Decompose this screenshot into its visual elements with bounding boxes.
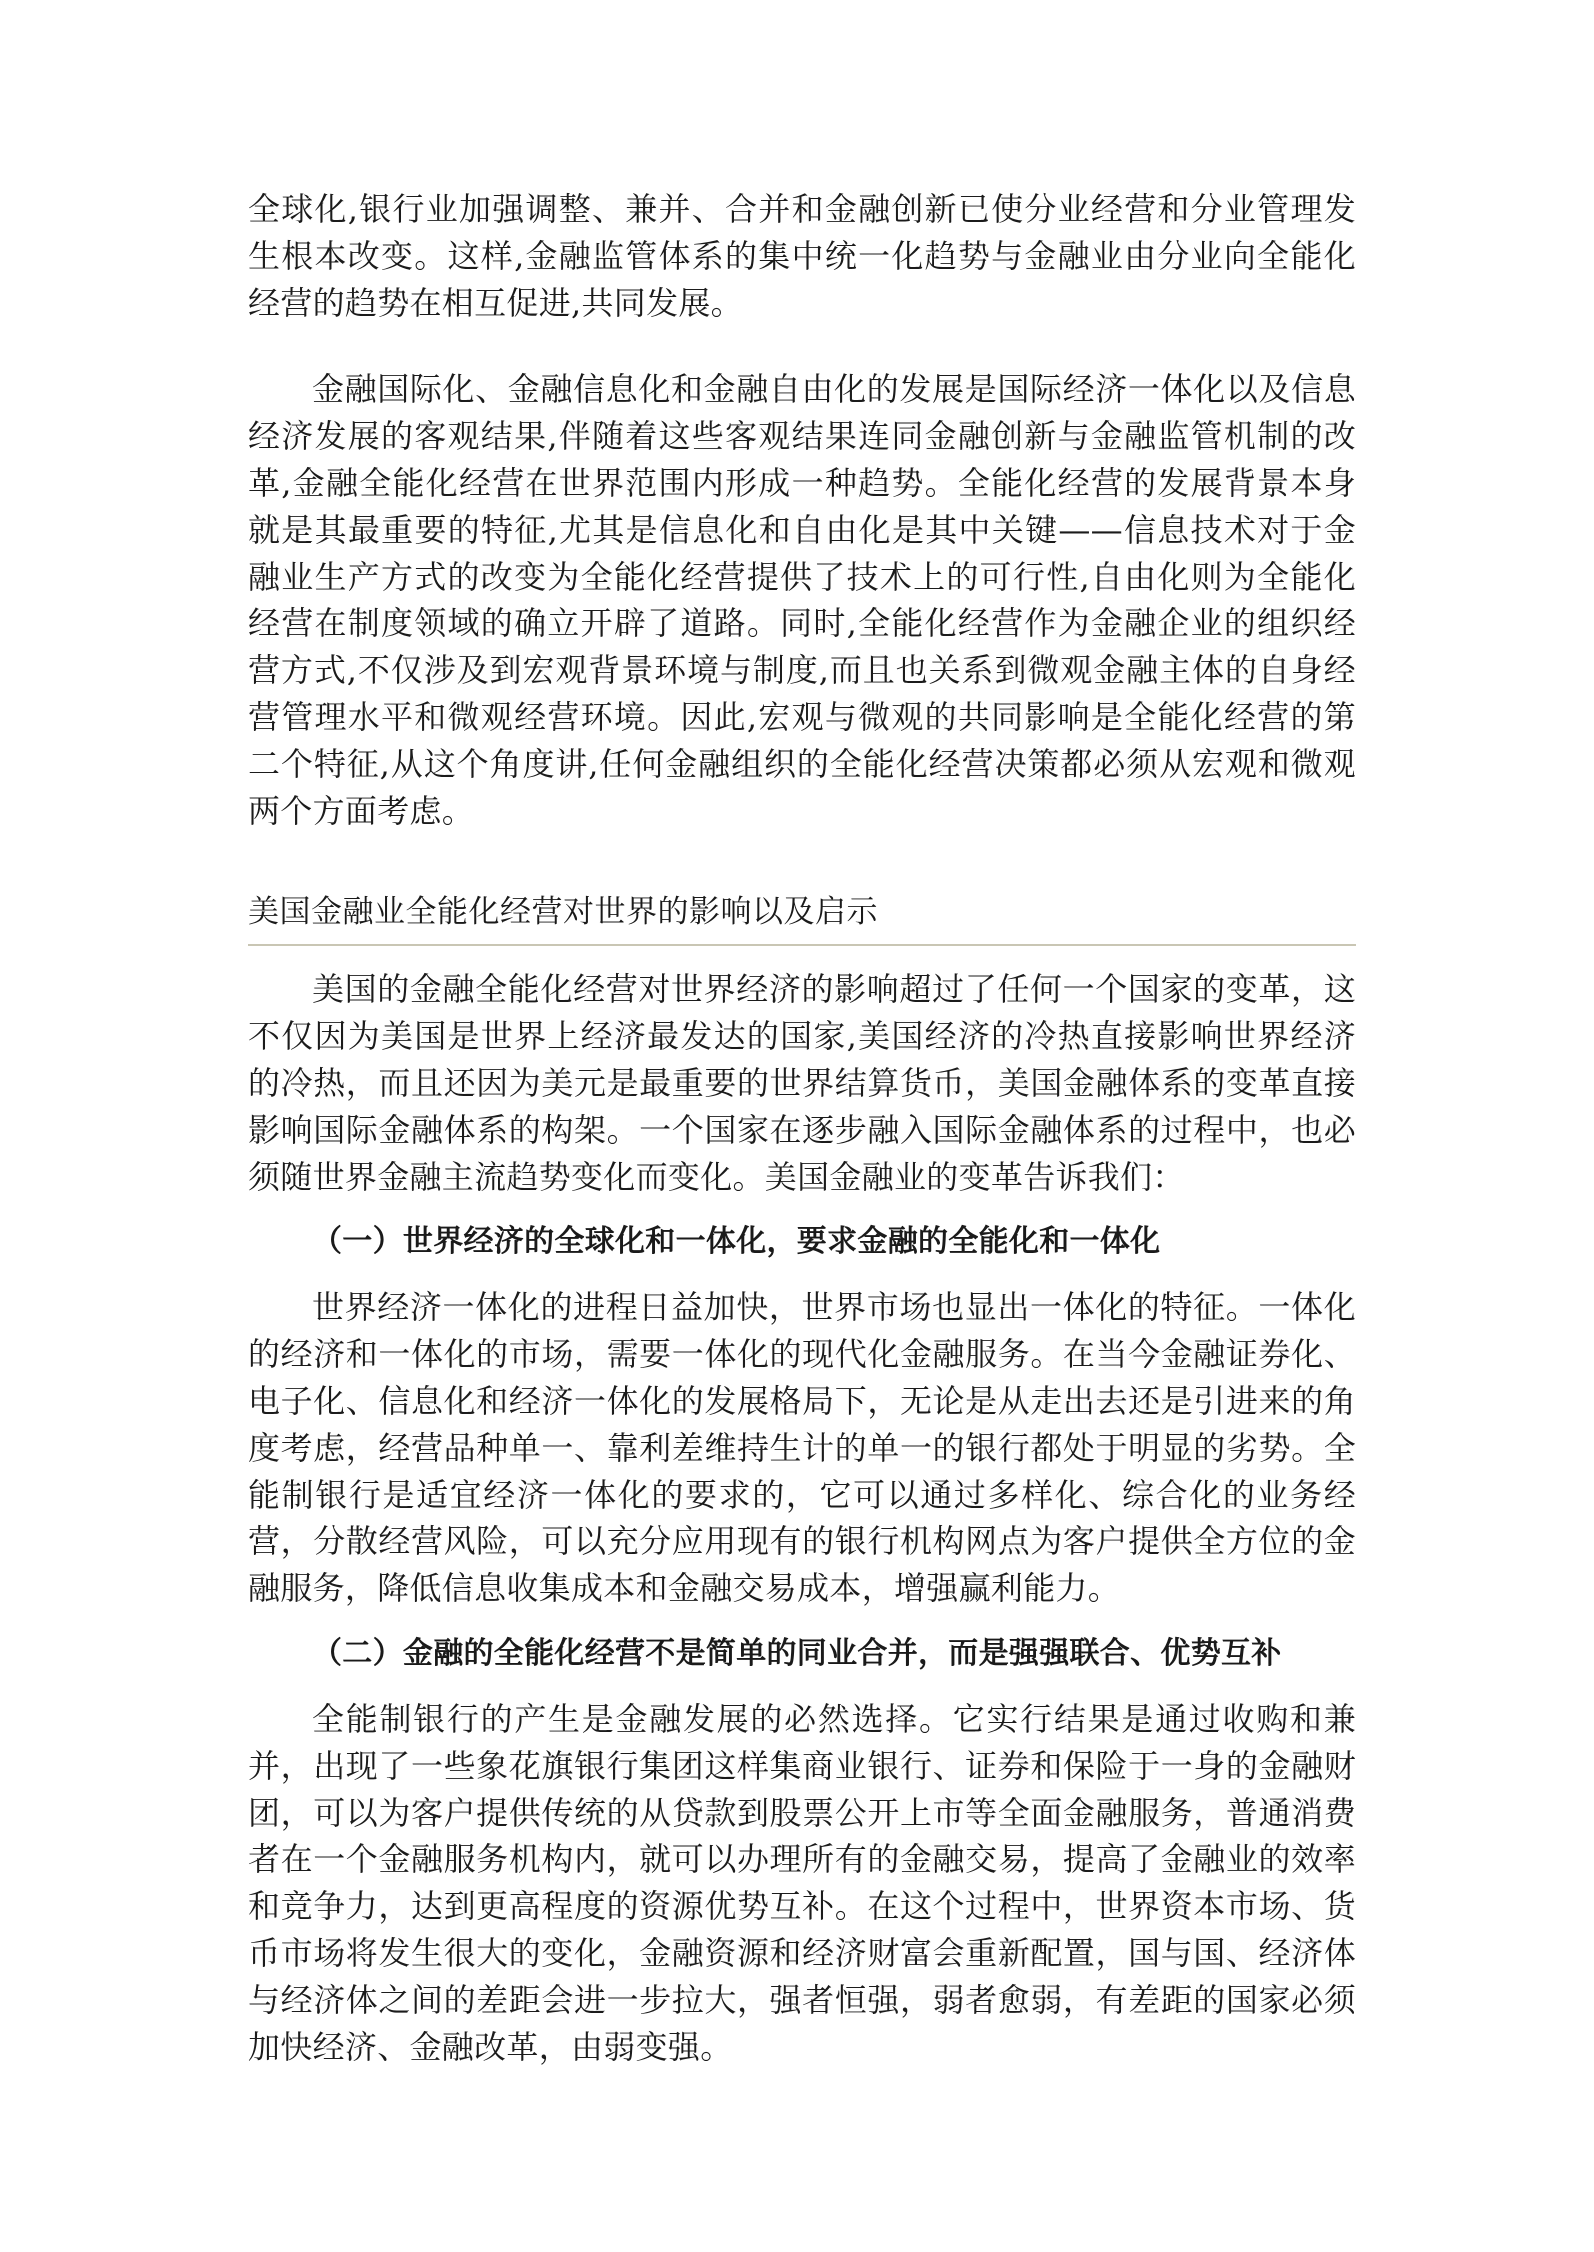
- subsection-body-2: 全能制银行的产生是金融发展的必然选择。它实行结果是通过收购和兼并，出现了一些象花旗银行集团这样集商业银行、证券和保险于一身的金融财团，可以为客户提供传统的从贷款到股票公开上市等全面金融服务，普通消费者在一个金融服务机构内，就可以办理所有的金融交易，提高了金融业的效率和竞争力，达到更高程度的资源优势互补。在这个过程中，世界资本市场、货币市场将发生很大的变化，金融资源和经济财富会重新配置，国与国、经济体与经济体之间的差距会进一步拉大，强者恒强，弱者愈弱，有差距的国家必须加快经济、金融改革，由弱变强。: [248, 1699, 1356, 2066]
- document-content: [248, 186, 1356, 2070]
- intro-paragraph-continued: 全球化,银行业加强调整、兼并、合并和金融创新已使分业经营和分业管理发生根本改变。这样,金融监管体系的集中统一化趋势与金融业由分业向全能化经营的趋势在相互促进,共同发展。: [248, 190, 1356, 322]
- subsection-body-1: 世界经济一体化的进程日益加快，世界市场也显出一体化的特征。一体化的经济和一体化的市场，需要一体化的现代化金融服务。在当今金融证券化、电子化、信息化和经济一体化的发展格局下，无论是从走出去还是引进来的角度考虑，经营品种单一、靠利差维持生计的单一的银行都处于明显的劣势。全能制银行是适宜经济一体化的要求的，它可以通过多样化、综合化的业务经营，分散经营风险，可以充分应用现有的银行机构网点为客户提供全方位的金融服务，降低信息收集成本和金融交易成本，增强赢利能力。: [248, 1288, 1356, 1608]
- subsection-heading-2: （二）金融的全能化经营不是简单的同业合并，而是强强联合、优势互补: [312, 1635, 1282, 1671]
- intro-paragraph-financial-trends: 金融国际化、金融信息化和金融自由化的发展是国际经济一体化以及信息经济发展的客观结果,伴随着这些客观结果连同金融创新与金融监管机制的改革,金融全能化经营在世界范围内形成一种趋势。全能化经营的发展背景本身就是其最重要的特征,尤其是信息化和自由化是其中关键——信息技术对于金融业生产方式的改变为全能化经营提供了技术上的可行性,自由化则为全能化经营在制度领域的确立开辟了道路。同时,全能化经营作为金融企业的组织经营方式,不仅涉及到宏观背景环境与制度,而且也关系到微观金融主体的自身经营管理水平和微观经营环境。因此,宏观与微观的共同影响是全能化经营的第二个特征,从这个角度讲,任何金融组织的全能化经营决策都必须从宏观和微观两个方面考虑。: [248, 370, 1356, 830]
- section-heading: 美国金融业全能化经营对世界的影响以及启示: [248, 890, 1356, 946]
- section-intro-paragraph: 美国的金融全能化经营对世界经济的影响超过了任何一个国家的变革，这不仅因为美国是世界上经济最发达的国家,美国经济的冷热直接影响世界经济的冷热，而且还因为美元是最重要的世界结算货币，美国金融体系的变革直接影响国际金融体系的构架。一个国家在逐步融入国际金融体系的过程中，也必须随世界金融主流趋势变化而变化。美国金融业的变革告诉我们：: [248, 970, 1356, 1196]
- subsection-heading-1: （一）世界经济的全球化和一体化，要求金融的全能化和一体化: [312, 1224, 1161, 1260]
